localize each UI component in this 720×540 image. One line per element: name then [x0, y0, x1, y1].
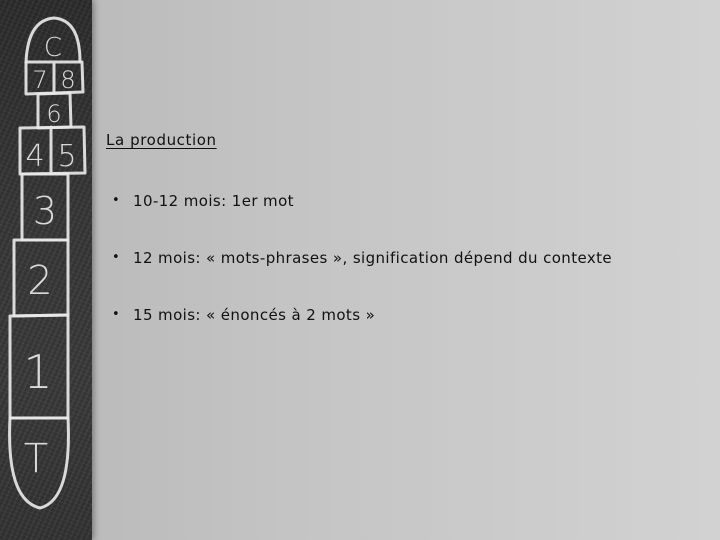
bullet-dot: •: [112, 250, 121, 265]
hopscotch-label-4: 4: [25, 139, 45, 174]
bullet-text: 10-12 mois: 1er mot: [133, 192, 294, 210]
bullet-list: [112, 188, 612, 359]
bullet-dot: •: [112, 193, 121, 208]
hopscotch-label-6: 6: [46, 100, 62, 128]
bullet-dot: •: [112, 307, 121, 322]
hopscotch-label-t: T: [23, 436, 49, 482]
bullet-item: [112, 302, 612, 359]
hopscotch-image: [0, 0, 92, 540]
hopscotch-drawing: [0, 0, 92, 540]
hopscotch-label-5: 5: [57, 139, 77, 174]
hopscotch-label-2: 2: [27, 258, 53, 304]
bullet-text: 15 mois: « énoncés à 2 mots »: [133, 306, 376, 324]
bullet-text: 12 mois: « mots-phrases », signification dépend du contexte: [133, 249, 613, 267]
hopscotch-label-c: C: [43, 33, 63, 63]
bullet-item: [112, 188, 612, 245]
hopscotch-label-1: 1: [23, 345, 53, 399]
hopscotch-label-8: 8: [60, 66, 76, 94]
hopscotch-label-7: 7: [32, 66, 48, 94]
hopscotch-label-3: 3: [32, 189, 58, 233]
bullet-item: [112, 245, 612, 302]
slide-title: La production: [106, 131, 217, 149]
